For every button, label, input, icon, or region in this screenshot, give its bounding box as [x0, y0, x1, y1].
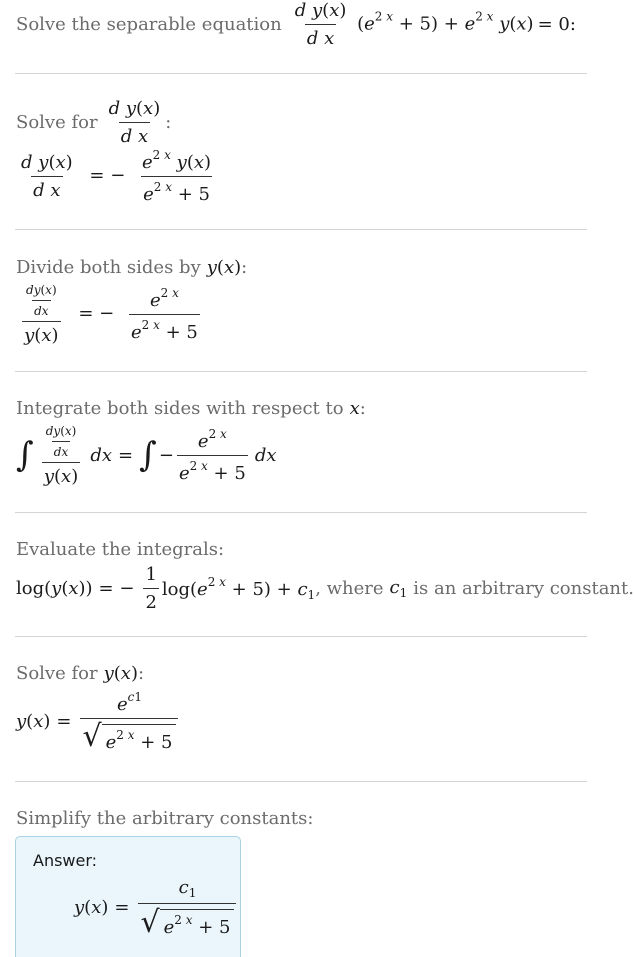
math-expression: y(x) — [103, 662, 138, 684]
separable-equation: $\frac{\text{d y(x)}}{\text{d x}}$ $(e^{2 x} + 5) + e^{2 x}$ y(x) — [294, 0, 534, 49]
step-prose: Evaluate the integrals: — [16, 538, 225, 560]
math-expression: y ( x ) = $e^{c1}$ √ $e^{2 x} + 5$ — [16, 690, 181, 753]
step-prose: Solve the separable equation — [16, 13, 282, 35]
math-expression: y(x) — [206, 256, 242, 278]
step-solve-for-y — [16, 661, 144, 685]
math-expression: $\frac{\text{d y(x)}}{\text{d x}}$ = − $\frac{e^{2 x} y(x)}{e^{2 x} + 5}$ — [21, 147, 212, 205]
where-text: , where — [315, 577, 384, 599]
step-prose: Simplify the arbitrary constants: — [16, 807, 314, 829]
divider — [15, 229, 587, 230]
answer-equation — [74, 877, 239, 938]
equation-derivative — [16, 147, 216, 205]
constant-description: is an arbitrary constant. — [413, 577, 634, 599]
math-expression: log( y ( x )) = − $\frac{1}{2}$ $\log(e^{2 x} + 5) + c_1$ — [16, 563, 316, 613]
step-prose: Divide both sides by — [16, 256, 201, 278]
step-solve-for-derivative — [16, 97, 172, 147]
constant-symbol: $c_1$ — [389, 576, 408, 600]
equation-divided — [16, 283, 203, 345]
answer-label: Answer: — [33, 851, 98, 870]
divider — [15, 781, 587, 782]
math-expression: x — [349, 397, 360, 419]
math-expression: ∫ $\frac{\frac{dy(x)}{dx}}{y(x)}$ dx = ∫ − $\frac{e^{2 x}}{e^{2 x} + 5}$ dx — [16, 423, 277, 487]
step-simplify — [16, 806, 313, 830]
math-expression: y ( x ) = $c_1$ √ $e^{2 x} + 5$ — [74, 877, 239, 938]
answer-box — [15, 836, 241, 957]
divider — [15, 512, 587, 513]
math-expression: $\frac{\frac{dy(x)}{dx}}{y(x)}$ = − $\frac{e^{2 x}}{e^{2 x} + 5}$ — [24, 282, 198, 346]
equation-integral — [16, 424, 277, 486]
derivative-fraction: $\frac{\text{d y(x)}}{\text{d x}}$ — [108, 97, 161, 147]
divider — [15, 636, 587, 637]
step-colon: : — [165, 111, 172, 133]
step-colon: : — [241, 256, 248, 278]
divider — [15, 371, 587, 372]
equation-evaluated — [16, 564, 634, 612]
step-integrate — [16, 396, 366, 420]
step-evaluate — [16, 537, 224, 561]
equation-y — [16, 688, 181, 754]
step-colon: : — [359, 397, 366, 419]
equation-tail: = 0: — [537, 13, 576, 35]
step-colon: : — [137, 662, 145, 684]
step-divide — [16, 254, 247, 280]
step-prose: Solve for — [16, 111, 98, 133]
step-separable-equation — [16, 0, 576, 49]
step-prose: Solve for — [16, 662, 98, 684]
divider — [15, 73, 587, 74]
step-prose: Integrate both sides with respect to — [16, 397, 344, 419]
